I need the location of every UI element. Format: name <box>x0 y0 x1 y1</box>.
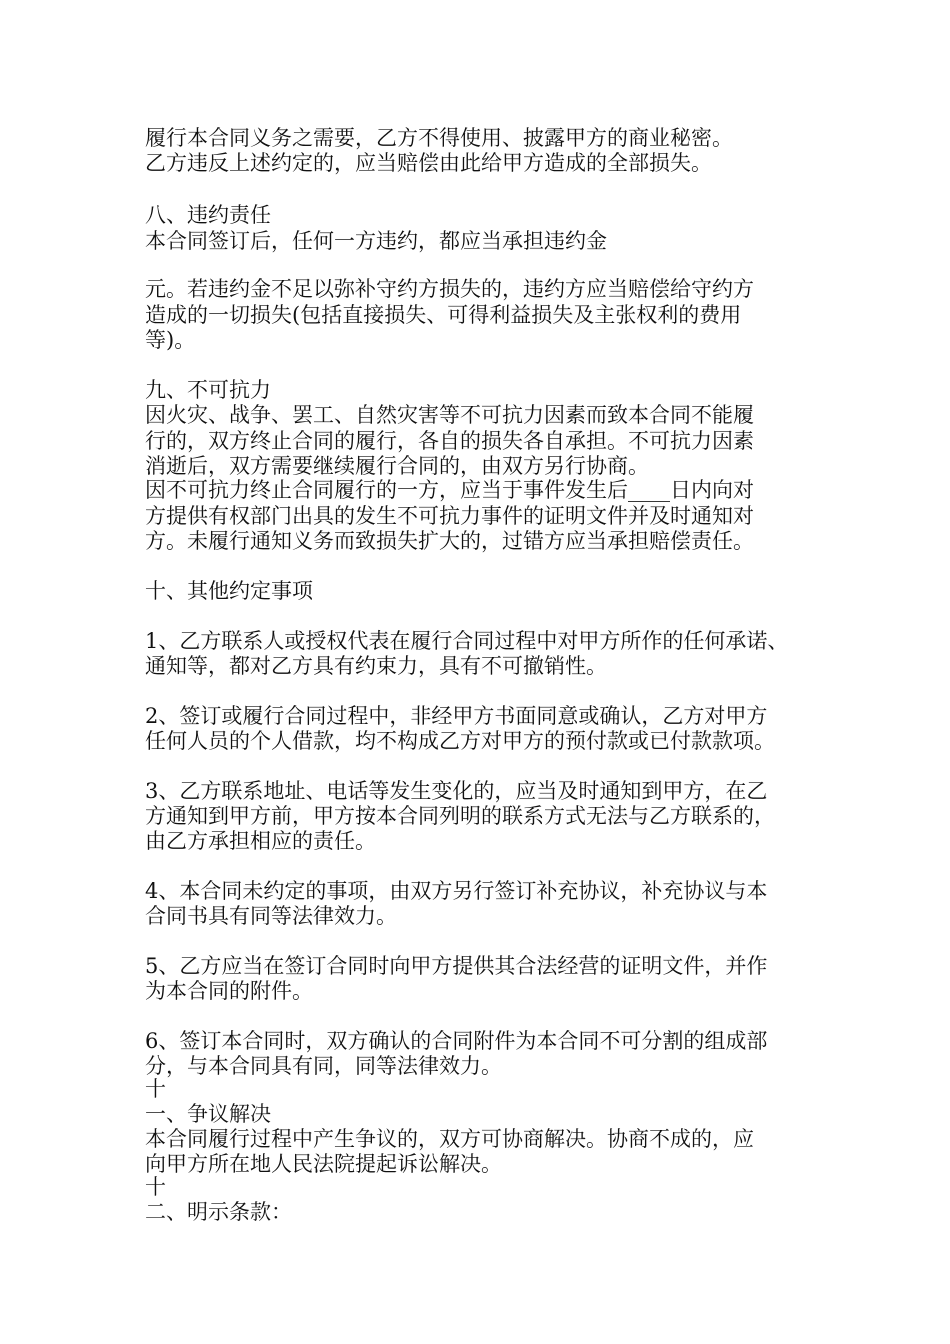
text-line: 方提供有权部门出具的发生不可抗力事件的证明文件并及时通知对 <box>145 504 754 528</box>
text-line: 造成的一切损失(包括直接损失、可得利益损失及主张权利的费用 <box>145 303 742 327</box>
text-line: 履行本合同义务之需要，乙方不得使用、披露甲方的商业秘密。 <box>145 126 733 150</box>
section-heading: 二、明示条款： <box>145 1200 292 1224</box>
text-line: 因不可抗力终止合同履行的一方，应当于事件发生后____日内向对 <box>145 478 754 502</box>
text-line: 任何人员的个人借款，均不构成乙方对甲方的预付款或已付款款项。 <box>145 729 775 753</box>
text-line: 为本合同的附件。 <box>145 979 313 1003</box>
text-line: 元。若违约金不足以弥补守约方损失的，违约方应当赔偿给守约方 <box>145 277 754 301</box>
text-line: 分，与本合同具有同，同等法律效力。 <box>145 1054 502 1078</box>
text-line: 方通知到甲方前，甲方按本合同列明的联系方式无法与乙方联系的， <box>145 804 775 828</box>
text-line: 向甲方所在地人民法院提起诉讼解决。 <box>145 1152 502 1176</box>
text-line: 1、乙方联系人或授权代表在履行合同过程中对甲方所作的任何承诺、 <box>145 629 789 653</box>
text-line: 消逝后，双方需要继续履行合同的，由双方另行协商。 <box>145 454 649 478</box>
section-number: 十 <box>145 1077 166 1101</box>
section-heading: 九、不可抗力 <box>145 378 271 402</box>
text-line: 6、签订本合同时，双方确认的合同附件为本合同不可分割的组成部 <box>145 1029 768 1053</box>
text-line: 等)。 <box>145 328 196 352</box>
text-line: 本合同签订后，任何一方违约，都应当承担违约金 <box>145 229 607 253</box>
section-number: 十 <box>145 1175 166 1199</box>
text-line: 由乙方承担相应的责任。 <box>145 829 376 853</box>
text-line: 方。未履行通知义务而致损失扩大的，过错方应当承担赔偿责任。 <box>145 529 754 553</box>
text-line: 乙方违反上述约定的，应当赔偿由此给甲方造成的全部损失。 <box>145 151 712 175</box>
text-line: 4、本合同未约定的事项，由双方另行签订补充协议，补充协议与本 <box>145 879 768 903</box>
section-heading: 十、其他约定事项 <box>145 579 313 603</box>
section-heading: 一、争议解决 <box>145 1102 271 1126</box>
text-line: 通知等，都对乙方具有约束力，具有不可撤销性。 <box>145 654 607 678</box>
section-heading: 八、违约责任 <box>145 203 271 227</box>
text-line: 3、乙方联系地址、电话等发生变化的，应当及时通知到甲方，在乙 <box>145 779 768 803</box>
text-line: 行的，双方终止合同的履行，各自的损失各自承担。不可抗力因素 <box>145 429 754 453</box>
text-line: 本合同履行过程中产生争议的，双方可协商解决。协商不成的，应 <box>145 1127 754 1151</box>
text-line: 合同书具有同等法律效力。 <box>145 904 397 928</box>
text-line: 因火灾、战争、罢工、自然灾害等不可抗力因素而致本合同不能履 <box>145 403 754 427</box>
text-line: 5、乙方应当在签订合同时向甲方提供其合法经营的证明文件，并作 <box>145 954 768 978</box>
text-line: 2、签订或履行合同过程中，非经甲方书面同意或确认，乙方对甲方 <box>145 704 768 728</box>
